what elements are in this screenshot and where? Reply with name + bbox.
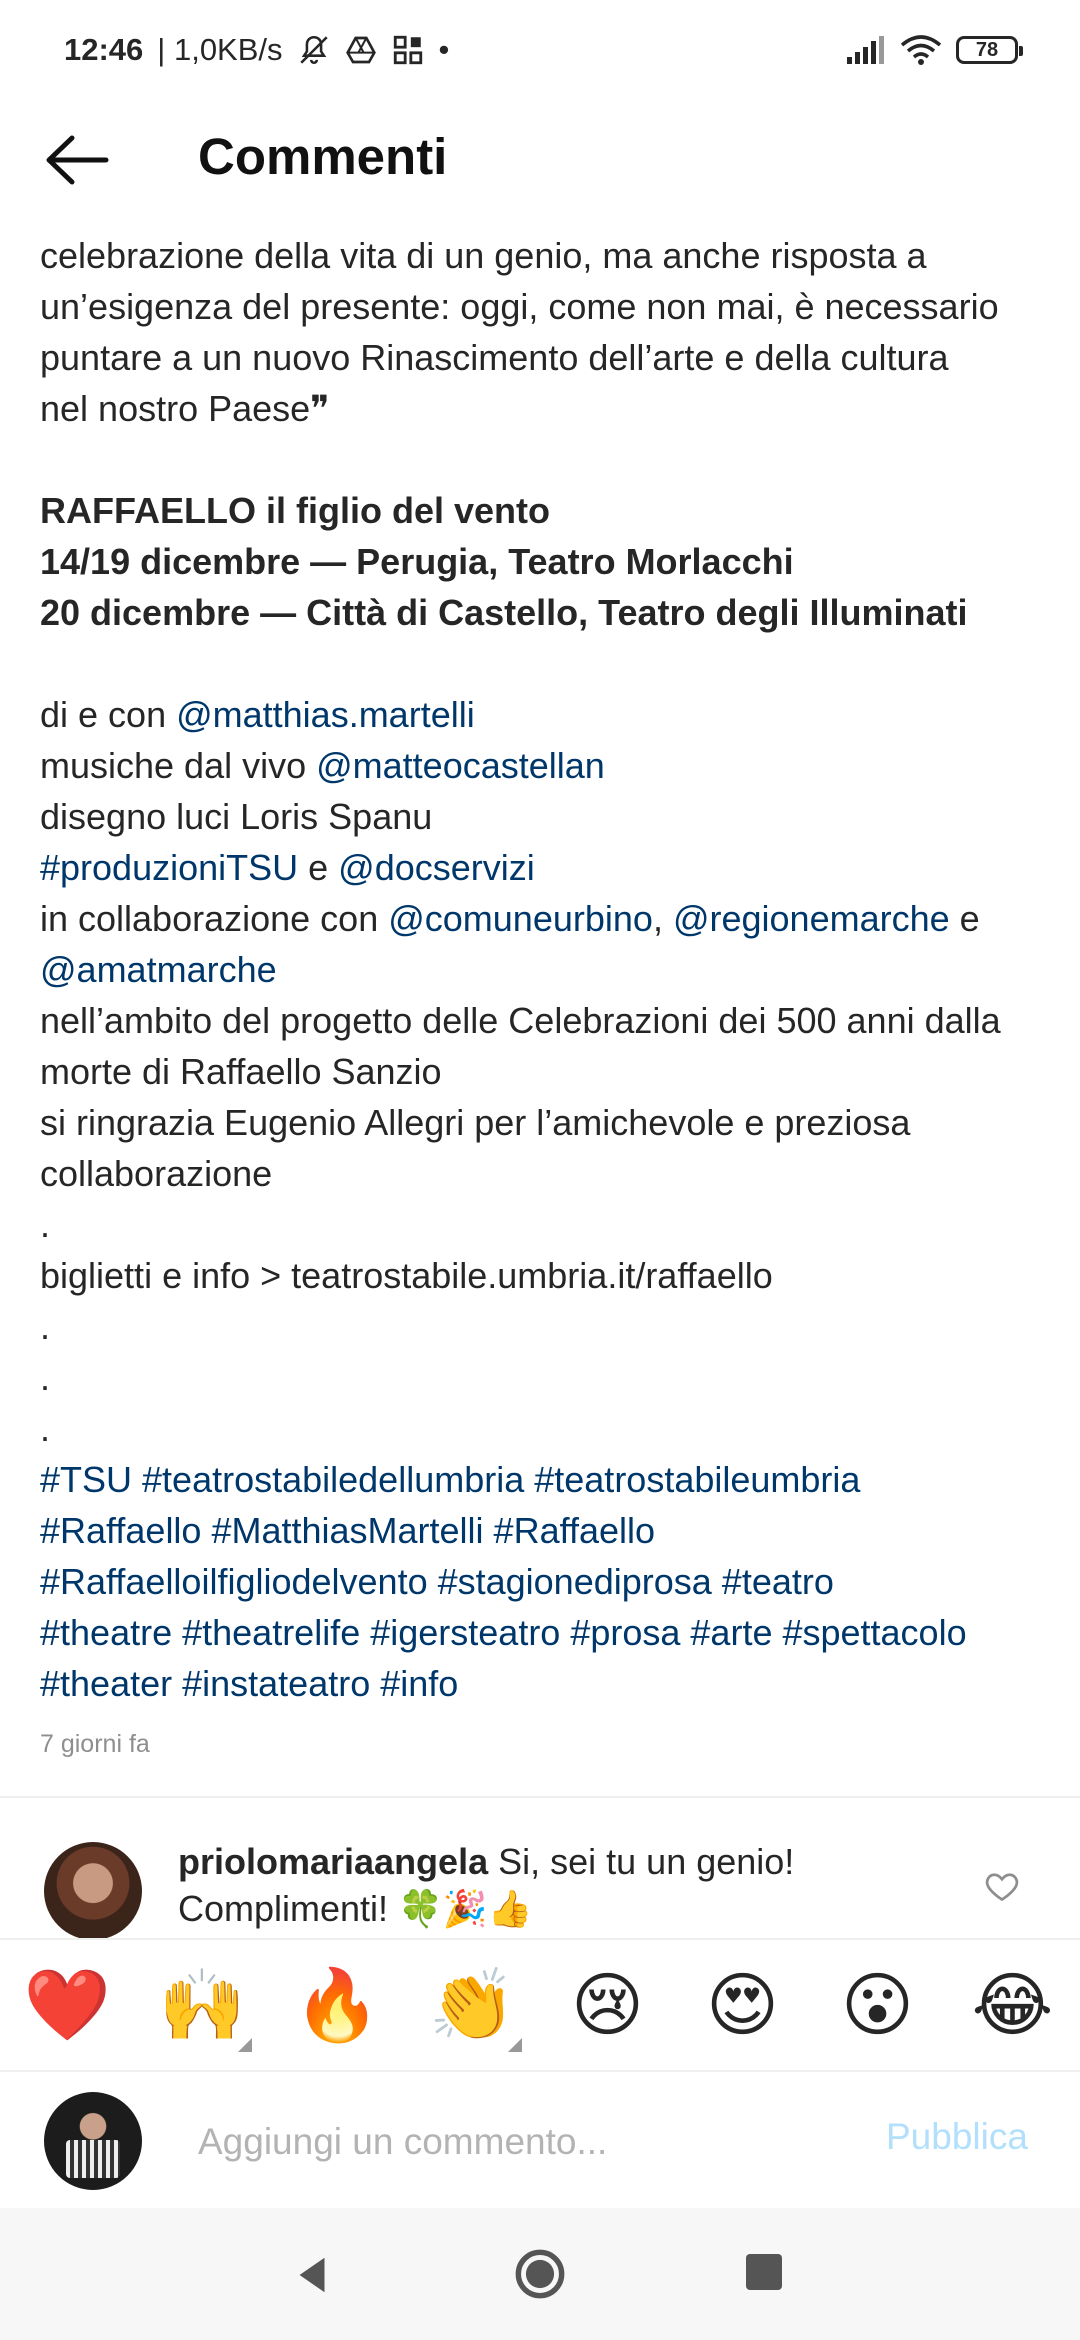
credit-collaboration-cont (40, 944, 1050, 995)
arrow-left-icon (44, 135, 110, 185)
network-speed: | 1,0KB/s (157, 32, 283, 67)
system-nav-bar (0, 2208, 1080, 2340)
back-button[interactable] (44, 130, 110, 190)
caption-line: celebrazione della vita di un genio, ma anche risposta a (40, 235, 927, 276)
skin-tone-indicator-icon (238, 2038, 252, 2052)
show-dates-perugia: 14/19 dicembre — Perugia, Teatro Morlacchi (40, 541, 794, 582)
app-header (0, 100, 1080, 220)
comment-item (0, 1830, 1080, 1938)
blank-line (40, 434, 1050, 485)
emoji-reaction-bar (0, 1940, 1080, 2070)
blank-line (40, 638, 1050, 689)
mention-link[interactable]: @amatmarche (40, 949, 277, 990)
emoji-heart-button[interactable]: ❤️ (23, 1963, 112, 2046)
avatar (44, 2092, 142, 2190)
credit-music-label: musiche dal vivo (40, 745, 317, 786)
publish-button[interactable]: Pubblica (886, 2116, 1028, 2157)
dot-separator: . (40, 1204, 51, 1245)
credit-collaboration (40, 893, 1050, 944)
credit-author (40, 689, 1050, 740)
credit-collab-label: in collaborazione con (40, 898, 389, 939)
comment-text (178, 1838, 938, 1932)
signal-icon (846, 35, 886, 65)
nav-recents-icon[interactable] (746, 2254, 782, 2290)
wifi-icon (900, 34, 942, 66)
emoji-laughing-button[interactable]: 😂 (971, 1964, 1054, 2046)
hashtag-line[interactable]: #theatre #theatrelife #igersteatro #prosa #arte #spettacolo (40, 1612, 967, 1653)
credit-music (40, 740, 1050, 791)
notification-dot: • (438, 32, 450, 67)
emoji-surprised-button[interactable]: 😮 (841, 1964, 914, 2046)
avatar[interactable] (44, 1842, 142, 1938)
emoji-raising-hands-button[interactable] (148, 1950, 258, 2060)
mention-link[interactable]: @matteocastellan (316, 745, 605, 786)
mention-link[interactable]: @matthias.martelli (176, 694, 475, 735)
avatar-detail (66, 2140, 120, 2178)
credit-author-label: di e con (40, 694, 177, 735)
conjunction-text: e (949, 898, 980, 939)
credit-thanks: si ringrazia Eugenio Allegri per l’amichevole e preziosa (40, 1102, 911, 1143)
drive-icon (345, 34, 377, 66)
mention-link[interactable]: @docservizi (338, 847, 535, 888)
skin-tone-indicator-icon (508, 2038, 522, 2052)
emoji-crying-button[interactable]: 😢 (571, 1964, 644, 2046)
nav-back-icon[interactable] (290, 2252, 336, 2298)
credit-project: nell’ambito del progetto delle Celebrazioni dei 500 anni dalla (40, 1000, 1001, 1041)
hashtag-line[interactable]: #TSU #teatrostabiledellumbria #teatrostabileumbria (40, 1459, 861, 1500)
show-dates-castello: 20 dicembre — Città di Castello, Teatro degli Illuminati (40, 592, 968, 633)
emoji-clap-button[interactable] (418, 1950, 528, 2060)
status-time: 12:46 (64, 32, 144, 67)
like-heart-icon[interactable] (984, 1868, 1020, 1904)
show-title: RAFFAELLO il figlio del vento (40, 490, 550, 531)
dot-separator: . (40, 1408, 51, 1449)
emoji-heart-eyes-button[interactable]: 😍 (706, 1964, 779, 2046)
emoji-glyph: 🙌 (158, 1963, 247, 2046)
caption-line: un’esigenza del presente: oggi, come non mai, è necessario (40, 286, 999, 327)
status-right (846, 34, 1018, 66)
credit-project: morte di Raffaello Sanzio (40, 1051, 442, 1092)
caption-line: nel nostro Paese❞ (40, 388, 330, 429)
mention-link[interactable]: @regionemarche (672, 898, 950, 939)
comment-composer (0, 2072, 1080, 2208)
mute-bell-icon (297, 33, 331, 67)
status-left (64, 32, 449, 68)
tickets-info: biglietti e info > teatrostabile.umbria.it/raffaello (40, 1255, 773, 1296)
battery-level: 78 (975, 38, 999, 61)
credit-production (40, 842, 1050, 893)
emoji-glyph: 👏 (428, 1963, 517, 2046)
hashtag-line[interactable]: #theater #instateatro #info (40, 1663, 459, 1704)
post-caption (40, 230, 1050, 1709)
comment-body: Si, sei tu un genio! (488, 1841, 795, 1882)
comment-username[interactable]: priolomariaangela (178, 1841, 489, 1882)
dot-separator: . (40, 1306, 51, 1347)
page-title: Commenti (198, 128, 448, 185)
hashtag-link[interactable]: #produzioniTSU (40, 847, 299, 888)
emoji-fire-button[interactable]: 🔥 (293, 1963, 382, 2046)
credit-lights: disegno luci Loris Spanu (40, 796, 433, 837)
comment-body-cont: Complimenti! 🍀🎉👍 (178, 1888, 533, 1929)
battery-indicator (956, 36, 1018, 64)
status-bar (0, 0, 1080, 100)
nav-home-icon[interactable] (514, 2248, 566, 2300)
separator-text: , (652, 898, 673, 939)
caption-line: puntare a un nuovo Rinascimento dell’arte e della cultura (40, 337, 949, 378)
hashtag-line[interactable]: #Raffaello #MatthiasMartelli #Raffaello (40, 1510, 656, 1551)
app-grid-icon (391, 33, 425, 67)
dot-separator: . (40, 1357, 51, 1398)
divider (0, 1796, 1080, 1798)
credit-thanks: collaborazione (40, 1153, 273, 1194)
hashtag-line[interactable]: #Raffaelloilfigliodelvento #stagionediprosa #teatro (40, 1561, 834, 1602)
mention-link[interactable]: @comuneurbino (388, 898, 653, 939)
conjunction-text: e (298, 847, 339, 888)
comment-input[interactable] (198, 2112, 818, 2172)
post-timestamp: 7 giorni fa (40, 1730, 150, 1758)
